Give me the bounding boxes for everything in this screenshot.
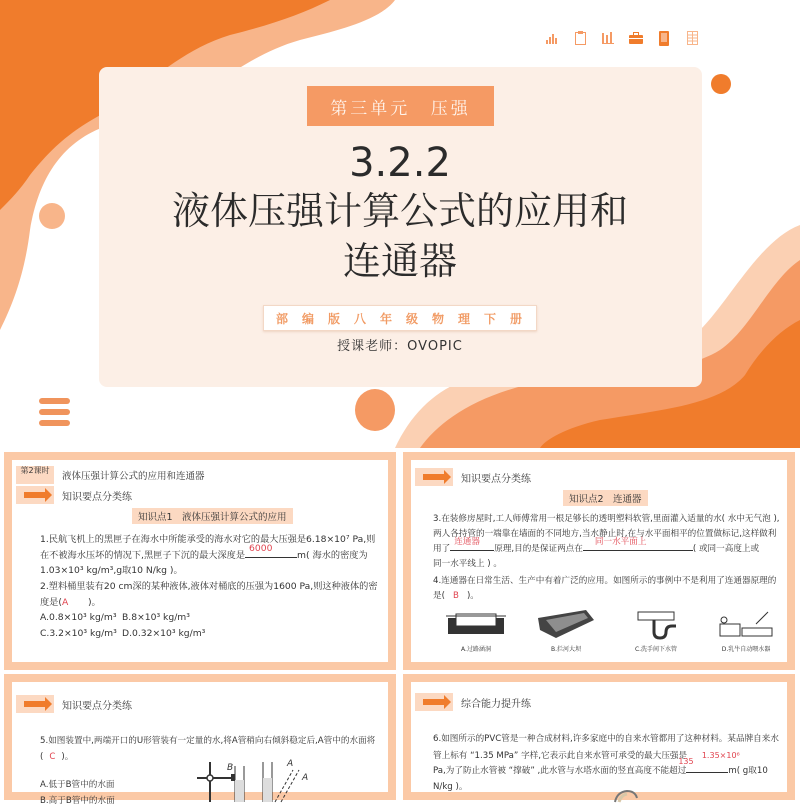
q1-line-a: 1.民航飞机上的黑匣子在海水中所能承受的海水对它的最大压强是6.18×10⁷ Pa,则 bbox=[40, 532, 390, 548]
question-2 bbox=[40, 579, 390, 641]
question-6 bbox=[433, 732, 793, 795]
section-label: 知识要点分类练 bbox=[62, 488, 132, 503]
q4-figures bbox=[441, 610, 781, 653]
lesson-title-line2: 连通器 bbox=[0, 236, 800, 286]
q2-option-c: C.3.2×10³ kg/m³ bbox=[40, 626, 122, 642]
bar-chart-icon[interactable] bbox=[545, 30, 559, 46]
q5-line-a: 5.如图装置中,两端开口的U形管装有一定量的水,将A管稍向右倾斜稳定后,A管中的水面将 bbox=[40, 734, 390, 750]
q6-line-c: Pa,为了防止水管被 “撑破” ,此水管与水塔水面的竖直高度不能超过 135 m( g取10 bbox=[433, 764, 793, 780]
q1-line-d: 1.03×10³ kg/m³,g取10 N/kg )。 bbox=[40, 563, 390, 579]
section-label: 知识要点分类练 bbox=[62, 697, 132, 712]
section-header bbox=[16, 695, 132, 713]
q3-line-c: 用了 连通器 原理,目的是保证两点在 同一水平面上 ( 或同一高度上或 bbox=[433, 542, 793, 557]
figure-dam: B.拦河大坝 bbox=[531, 610, 601, 653]
q4-line-a: 4.连通器在日常生活、生产中有着广泛的应用。如图所示的事例中不是利用了连通器原理的 bbox=[433, 574, 793, 589]
q5-answer: C bbox=[43, 750, 61, 766]
q2-option-a: A.0.8×10³ kg/m³ bbox=[40, 610, 122, 626]
toolbar bbox=[545, 30, 699, 46]
slide-thumbnail-1[interactable] bbox=[4, 452, 396, 670]
section-header bbox=[16, 486, 132, 504]
arrow-right-icon bbox=[423, 474, 445, 480]
arrow-right-icon bbox=[423, 699, 445, 705]
unit-tag: 第三单元 压强 bbox=[307, 86, 494, 126]
q2-option-d: D.0.32×10³ kg/m³ bbox=[122, 628, 205, 639]
q6-answer2: 135 bbox=[678, 754, 693, 770]
briefcase-icon[interactable] bbox=[629, 30, 643, 46]
u-tube-figure bbox=[197, 762, 317, 802]
q2-options-row2 bbox=[40, 626, 390, 642]
q2-line-a: 2.塑料桶里装有20 cm深的某种液体,液体对桶底的压强为1600 Pa,则这种液体的密 bbox=[40, 579, 390, 595]
q6-line-e: N/kg )。 bbox=[433, 780, 793, 796]
q1-line-b: 在不被海水压坏的情况下,黑匣子下沉的最大深度是 6000 m( 海水的密度为 bbox=[40, 548, 390, 564]
teacher-label: 授课老师：OVOPIC bbox=[0, 335, 800, 354]
svg-text:B: B bbox=[227, 763, 233, 773]
slide-thumbnail-4[interactable] bbox=[403, 674, 795, 800]
q1-answer-blank bbox=[245, 557, 297, 558]
arrow-right-icon bbox=[24, 492, 46, 498]
q6-line-a: 6.如图所示的PVC管是一种合成材料,许多家庭中的自来水管都用了这种材料。某品牌自来水 bbox=[433, 732, 793, 748]
slide-thumbnail-2[interactable] bbox=[403, 452, 795, 670]
q6-answer2-blank bbox=[686, 772, 728, 773]
q2-answer: A bbox=[62, 595, 88, 611]
knowledge-point-tag: 知识点2 连通器 bbox=[563, 490, 648, 506]
section-label: 知识要点分类练 bbox=[461, 470, 531, 485]
section-header bbox=[415, 693, 531, 711]
q3-answer1-blank bbox=[450, 550, 494, 551]
section-label: 综合能力提升练 bbox=[461, 695, 531, 710]
q6-line-b: 管上标有 “1.35 MPa” 字样,它表示此自来水管可承受的最大压强是 1.35×10⁶ bbox=[433, 748, 793, 765]
lesson-badge: 第2课时 bbox=[16, 466, 54, 484]
arrow-right-icon bbox=[24, 701, 46, 707]
bars-icon[interactable] bbox=[601, 30, 615, 46]
slide-thumbnail-3[interactable] bbox=[4, 674, 396, 800]
q5-option-a: A.低于B管中的水面 bbox=[40, 778, 115, 794]
q2-options-row1 bbox=[40, 610, 390, 626]
question-4 bbox=[433, 574, 793, 604]
document-grid-icon[interactable] bbox=[685, 30, 699, 46]
figure-drain-pipe: C.洗手间下水管 bbox=[621, 610, 691, 653]
question-5 bbox=[40, 734, 390, 765]
q4-answer: B bbox=[445, 589, 467, 604]
figure-water-feeder: D.乳牛自动喂水器 bbox=[711, 610, 781, 653]
q5-line-b: ( C )。 bbox=[40, 750, 390, 766]
q1-answer: 6000 bbox=[249, 541, 272, 557]
section-header bbox=[415, 468, 531, 486]
q5-options bbox=[40, 778, 115, 809]
pvc-pipe-image bbox=[611, 790, 641, 802]
lesson-title bbox=[0, 186, 800, 286]
q4-line-b: 是( B )。 bbox=[433, 589, 793, 604]
menu-icon[interactable] bbox=[39, 398, 70, 426]
lesson-title-line1: 液体压强计算公式的应用和 bbox=[0, 186, 800, 236]
lesson-number: 3.2.2 bbox=[0, 138, 800, 188]
q5-option-b: B.高于B管中的水面 bbox=[40, 794, 115, 809]
clipboard-icon[interactable] bbox=[573, 30, 587, 46]
q2-option-b: B.8×10³ kg/m³ bbox=[122, 612, 190, 623]
phone-icon[interactable] bbox=[657, 30, 671, 46]
q3-line-f: 同一水平线上 ) 。 bbox=[433, 557, 793, 572]
knowledge-point-tag: 知识点1 液体压强计算公式的应用 bbox=[132, 508, 293, 524]
svg-text:A: A bbox=[301, 773, 308, 783]
edition-tag: 部编版八年级物理下册 bbox=[263, 305, 537, 331]
q3-answer1: 连通器 bbox=[454, 535, 480, 550]
figure-culvert: A.过路涵洞 bbox=[441, 610, 511, 653]
svg-text:A: A bbox=[286, 759, 293, 769]
q3-answer2-blank bbox=[583, 550, 693, 551]
question-3 bbox=[433, 512, 793, 572]
lesson-name: 液体压强计算公式的应用和连通器 bbox=[62, 468, 205, 482]
question-1 bbox=[40, 532, 390, 579]
q2-line-b: 度是(A )。 bbox=[40, 595, 390, 611]
q3-line-a: 3.在装修房屋时,工人师傅常用一根足够长的透明塑料软管,里面灌入适量的水( 水中无气泡 ), bbox=[433, 512, 793, 527]
q3-answer2: 同一水平面上 bbox=[595, 535, 647, 550]
q6-answer1: 1.35×10⁶ bbox=[702, 751, 740, 760]
q3-line-b: 两人各持管的一端靠在墙面的不同地方,当水静止时,在与水平面相平的位置做标记,这样做利 bbox=[433, 527, 793, 542]
